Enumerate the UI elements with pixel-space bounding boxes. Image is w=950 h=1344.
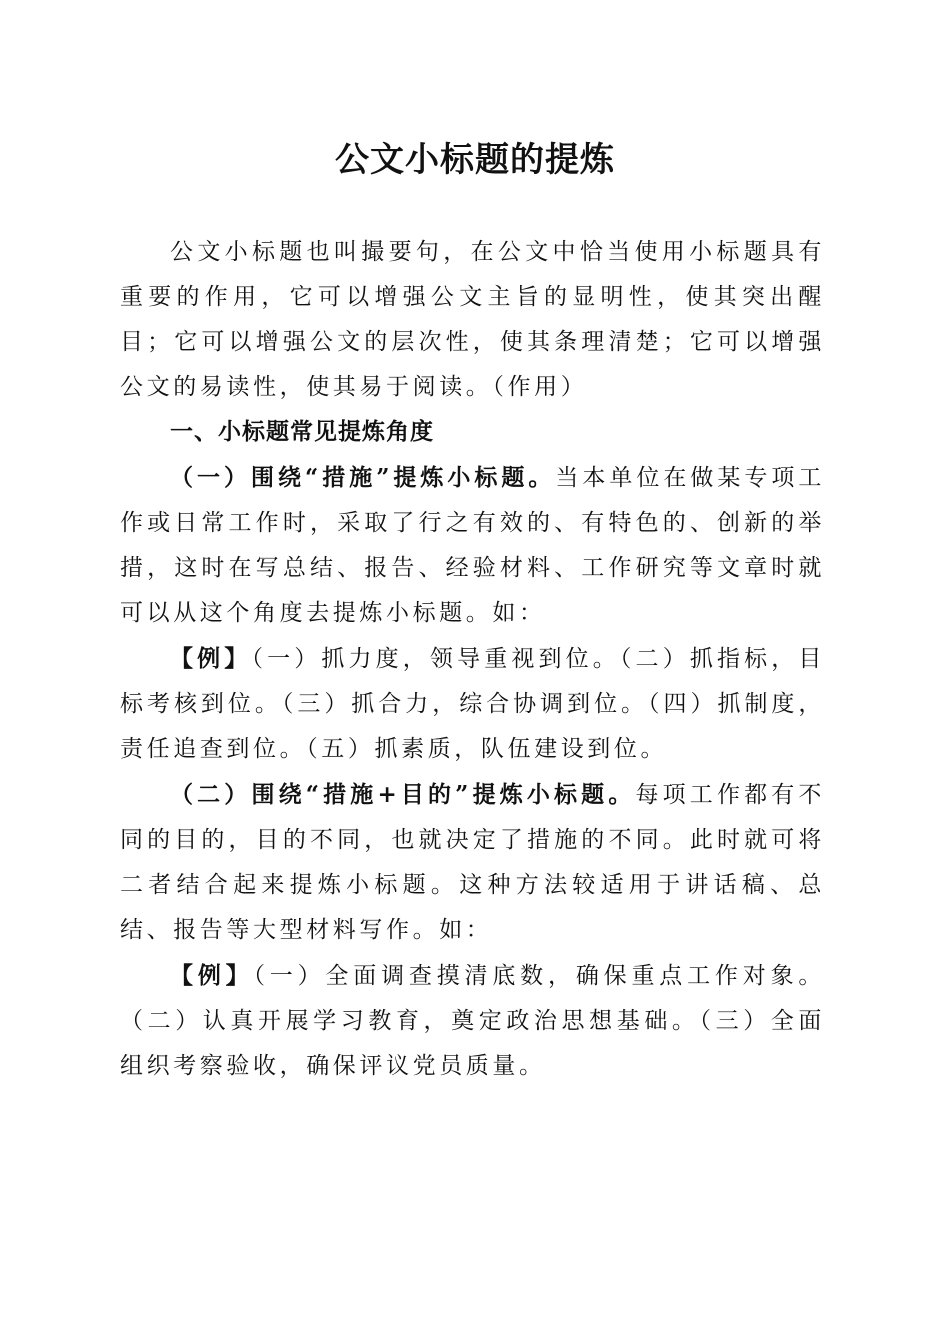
subsection-1-text: 当本单位在做某专项工作或日常工作时，采取了行之有效的、有特色的、创新的举措，这时在写总结、报告、经验材料、工作研究等文章时就可以从这个角度去提炼小标题。如： bbox=[120, 465, 825, 626]
section-heading-1: 一、小标题常见提炼角度 bbox=[170, 419, 434, 445]
example-1-paragraph bbox=[120, 636, 825, 772]
example-2-text: （一）全面调查摸清底数，确保重点工作对象。（二）认真开展学习教育，奠定政治思想基础。（三）全面组织考察验收，确保评议党员质量。 bbox=[120, 963, 825, 1079]
subsection-1-lead: （一）围绕“措施”提炼小标题。 bbox=[170, 464, 556, 491]
subsection-2-text: 每项工作都有不同的目的，目的不同，也就决定了措施的不同。此时就可将二者结合起来提炼小标题。这种方法较适用于讲话稿、总结、报告等大型材料写作。如： bbox=[120, 782, 826, 943]
example-1-text: （一）抓力度，领导重视到位。（二）抓指标，目标考核到位。（三）抓合力，综合协调到位。（四）抓制度，责任追查到位。（五）抓素质，队伍建设到位。 bbox=[120, 646, 825, 762]
subsection-1-paragraph bbox=[120, 455, 825, 636]
example-1-tag: 【例】 bbox=[170, 645, 252, 672]
example-2-tag: 【例】 bbox=[170, 962, 254, 989]
intro-paragraph: 公文小标题也叫撮要句，在公文中恰当使用小标题具有重要的作用，它可以增强公文主旨的显明性，使其突出醒目；它可以增强公文的层次性，使其条理清楚；它可以增强公文的易读性，使其易于阅读。（作用） bbox=[120, 239, 825, 400]
example-2-paragraph bbox=[120, 953, 825, 1089]
document-title: 公文小标题的提炼 bbox=[335, 140, 615, 180]
document-body bbox=[120, 230, 825, 1089]
subsection-2-paragraph bbox=[120, 772, 825, 953]
subsection-2-lead: （二）围绕“措施+目的”提炼小标题。 bbox=[170, 781, 636, 808]
